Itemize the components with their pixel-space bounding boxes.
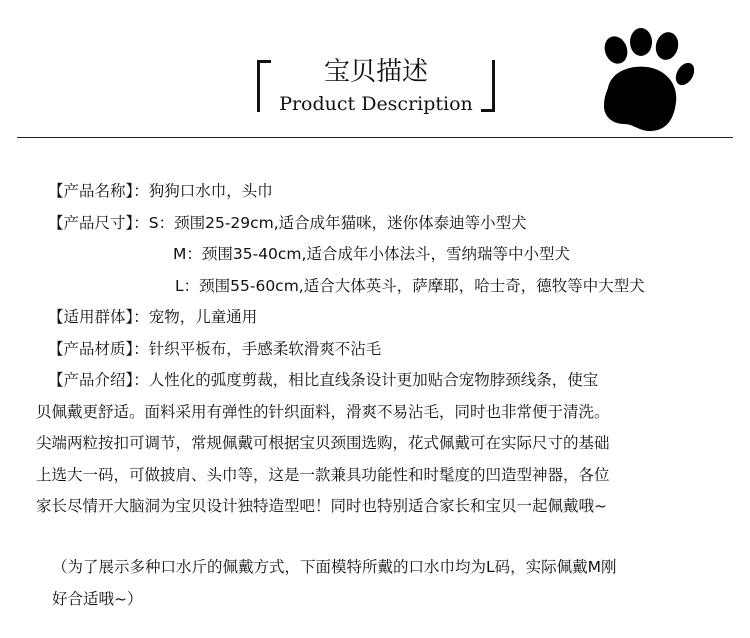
spec-size-m: M：颈围35-40cm,适合成年小体法斗，雪纳瑞等中小型犬 — [173, 245, 570, 263]
spec-intro-line-1: 【产品介绍】：人性化的弧度剪裁，相比直线条设计更加贴合宠物脖颈线条，使宝 — [48, 371, 599, 389]
bracket-left — [257, 60, 271, 112]
sizing-note — [52, 552, 732, 615]
spec-intro-line-4: 上选大一码，可做披肩、头巾等，这是一款兼具功能性和时髦度的凹造型神器，各位 — [36, 465, 610, 484]
note-line-2: 好合适哦~） — [52, 589, 143, 608]
spec-intro-line-3: 尖端两粒按扣可调节，常规佩戴可根据宝贝颈围选购，花式佩戴可在实际尺寸的基础 — [36, 434, 610, 452]
title-chinese: 宝贝描述 — [323, 57, 428, 87]
spec-intro-line-2: 贝佩戴更舒适。面料采用有弹性的针织面料，滑爽不易沾毛，同时也非常便于清洗。 — [36, 402, 610, 421]
header-divider — [17, 137, 733, 138]
spec-audience: 【适用群体】：宠物，儿童通用 — [48, 308, 258, 326]
spec-material: 【产品材质】：针织平板布，手感柔软滑爽不沾毛 — [48, 339, 382, 358]
title-english: Product Description — [279, 93, 473, 115]
bracket-right — [481, 60, 495, 112]
spec-intro-line-5: 家长尽情开大脑洞为宝贝设计独特造型吧！同时也特别适合家长和宝贝一起佩戴哦~ — [36, 497, 607, 515]
note-line-1: （为了展示多种口水斤的佩戴方式，下面模特所戴的口水巾均为L码，实际佩戴M刚 — [52, 558, 617, 576]
spec-name: 【产品名称】：狗狗口水巾，头巾 — [48, 182, 273, 200]
paw-print-icon — [594, 28, 694, 132]
spec-size-s: 【产品尺寸】：S：颈围25-29cm,适合成年猫咪，迷你体泰迪等小型犬 — [48, 213, 527, 232]
product-specs — [36, 176, 728, 523]
header — [0, 0, 750, 140]
spec-size-l: L：颈围55-60cm,适合大体英斗，萨摩耶，哈士奇，德牧等中大型犬 — [175, 276, 645, 295]
